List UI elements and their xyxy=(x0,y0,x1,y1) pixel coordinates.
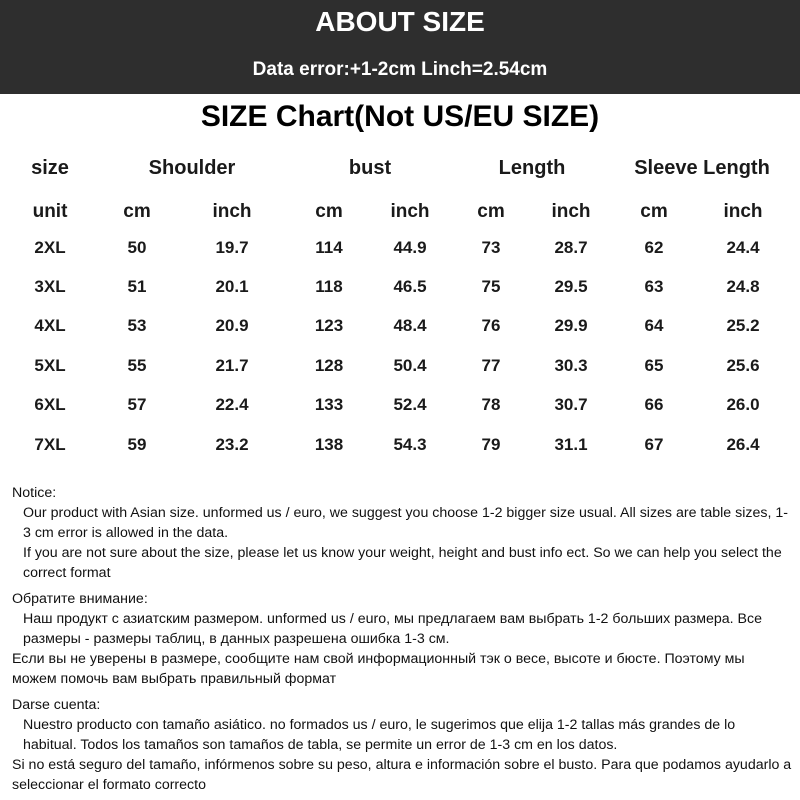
notice-heading-es: Darse cuenta: xyxy=(12,697,101,713)
table-cell: 23.2 xyxy=(215,435,249,454)
table-cell: 26.0 xyxy=(726,395,760,414)
table-cell: 25.2 xyxy=(726,316,760,335)
table-cell: 62 xyxy=(644,238,664,257)
table-cell: 114 xyxy=(315,238,343,257)
table-cell: 123 xyxy=(314,316,344,335)
table-cell: 29.5 xyxy=(554,277,588,296)
header-shoulder: Shoulder xyxy=(148,157,236,179)
unit-cell: cm xyxy=(123,201,151,222)
table-cell: 128 xyxy=(314,356,344,375)
notice-paragraph-ru-2: Если вы не уверены в размере, сообщите нам свой информационный тэк о весе, высоте и бюсте. Поэтому мы можем помочь вам выбрать правильный формат xyxy=(12,651,745,687)
unit-cell: cm xyxy=(315,201,343,222)
table-cell: 29.9 xyxy=(554,316,588,335)
table-cell: 44.9 xyxy=(393,238,427,257)
table-cell: 46.5 xyxy=(393,277,427,296)
table-cell: 77 xyxy=(481,356,501,375)
table-cell: 76 xyxy=(481,316,501,335)
table-cell: 138 xyxy=(314,435,344,454)
size-label: 4XL xyxy=(34,316,66,335)
table-cell: 30.3 xyxy=(554,356,588,375)
table-cell: 78 xyxy=(481,395,501,414)
table-cell: 52.4 xyxy=(393,395,427,414)
size-chart-title: SIZE Chart(Not US/EU SIZE) xyxy=(200,100,600,133)
table-cell: 118 xyxy=(315,277,343,296)
table-cell: 73 xyxy=(481,238,501,257)
table-cell: 75 xyxy=(481,277,501,296)
table-cell: 20.1 xyxy=(215,277,249,296)
notice-heading-ru: Обратите внимание: xyxy=(12,591,148,607)
unit-label: unit xyxy=(32,201,68,222)
header-banner xyxy=(0,0,800,94)
table-cell: 133 xyxy=(314,395,344,414)
table-cell: 30.7 xyxy=(554,395,588,414)
table-cell: 59 xyxy=(127,435,147,454)
notice-paragraph-ru-1: Наш продукт с азиатским размером. unformed us / euro, мы предлагаем вам выбрать 1-2 больших размера. Все размеры - размеры таблиц, в данных разрешена ошибка 1-3 см. xyxy=(23,611,762,647)
table-cell: 64 xyxy=(644,316,664,335)
notes-section xyxy=(12,483,792,795)
banner-title: ABOUT SIZE xyxy=(315,6,485,37)
table-cell: 51 xyxy=(127,277,147,296)
unit-cell: inch xyxy=(723,201,763,222)
table-cell: 57 xyxy=(127,395,147,414)
table-cell: 21.7 xyxy=(215,356,249,375)
unit-cell: inch xyxy=(212,201,252,222)
unit-cell: cm xyxy=(640,201,668,222)
table-cell: 48.4 xyxy=(393,316,427,335)
table-cell: 55 xyxy=(127,356,147,375)
size-label: 3XL xyxy=(34,277,66,296)
size-label: 5XL xyxy=(34,356,66,375)
header-length: Length xyxy=(498,157,566,179)
size-label: 6XL xyxy=(34,395,66,414)
table-cell: 67 xyxy=(644,435,664,454)
table-cell: 63 xyxy=(644,277,664,296)
table-cell: 22.4 xyxy=(215,395,249,414)
banner-subtitle: Data error:+1-2cm Linch=2.54cm xyxy=(252,59,548,80)
unit-cell: cm xyxy=(477,201,505,222)
table-cell: 50 xyxy=(127,238,147,257)
notice-paragraph-es-2: Si no está seguro del tamaño, infórmenos sobre su peso, altura e información sobre el busto. Para que podamos ayudarlo a seleccionar el formato correcto xyxy=(12,757,792,793)
table-cell: 31.1 xyxy=(554,435,588,454)
table-cell: 19.7 xyxy=(215,238,249,257)
unit-cell: inch xyxy=(551,201,591,222)
table-cell: 24.4 xyxy=(726,238,760,257)
notice-paragraph-es-1: Nuestro producto con tamaño asiático. no formados us / euro, le sugerimos que elija 1-2 tallas más grandes de lo habitual. Todos los tamaños son tamaños de tabla, se permite un error de 1-3 cm en los datos. xyxy=(23,717,736,753)
header-bust: bust xyxy=(348,157,392,179)
table-cell: 79 xyxy=(481,435,501,454)
table-cell: 20.9 xyxy=(215,316,249,335)
size-label: 2XL xyxy=(34,238,66,257)
table-cell: 65 xyxy=(644,356,664,375)
size-label: 7XL xyxy=(34,435,66,454)
table-cell: 66 xyxy=(644,395,664,414)
table-cell: 25.6 xyxy=(726,356,760,375)
table-cell: 53 xyxy=(127,316,147,335)
notice-heading-en: Notice: xyxy=(12,485,57,501)
table-cell: 26.4 xyxy=(726,435,760,454)
notice-paragraph-en-1: Our product with Asian size. unformed us / euro, we suggest you choose 1-2 bigger size usual. All sizes are table sizes, 1-3 cm error is allowed in the data. xyxy=(23,505,788,541)
unit-cell: inch xyxy=(390,201,430,222)
table-cell: 28.7 xyxy=(554,238,588,257)
table-cell: 50.4 xyxy=(393,356,427,375)
table-cell: 54.3 xyxy=(393,435,427,454)
header-sleeve-length: Sleeve Length xyxy=(634,157,770,179)
notice-paragraph-en-2: If you are not sure about the size, please let us know your weight, height and bust info ect. So we can help you select the correct format xyxy=(23,545,782,581)
table-cell: 24.8 xyxy=(726,277,760,296)
header-size: size xyxy=(31,157,69,179)
